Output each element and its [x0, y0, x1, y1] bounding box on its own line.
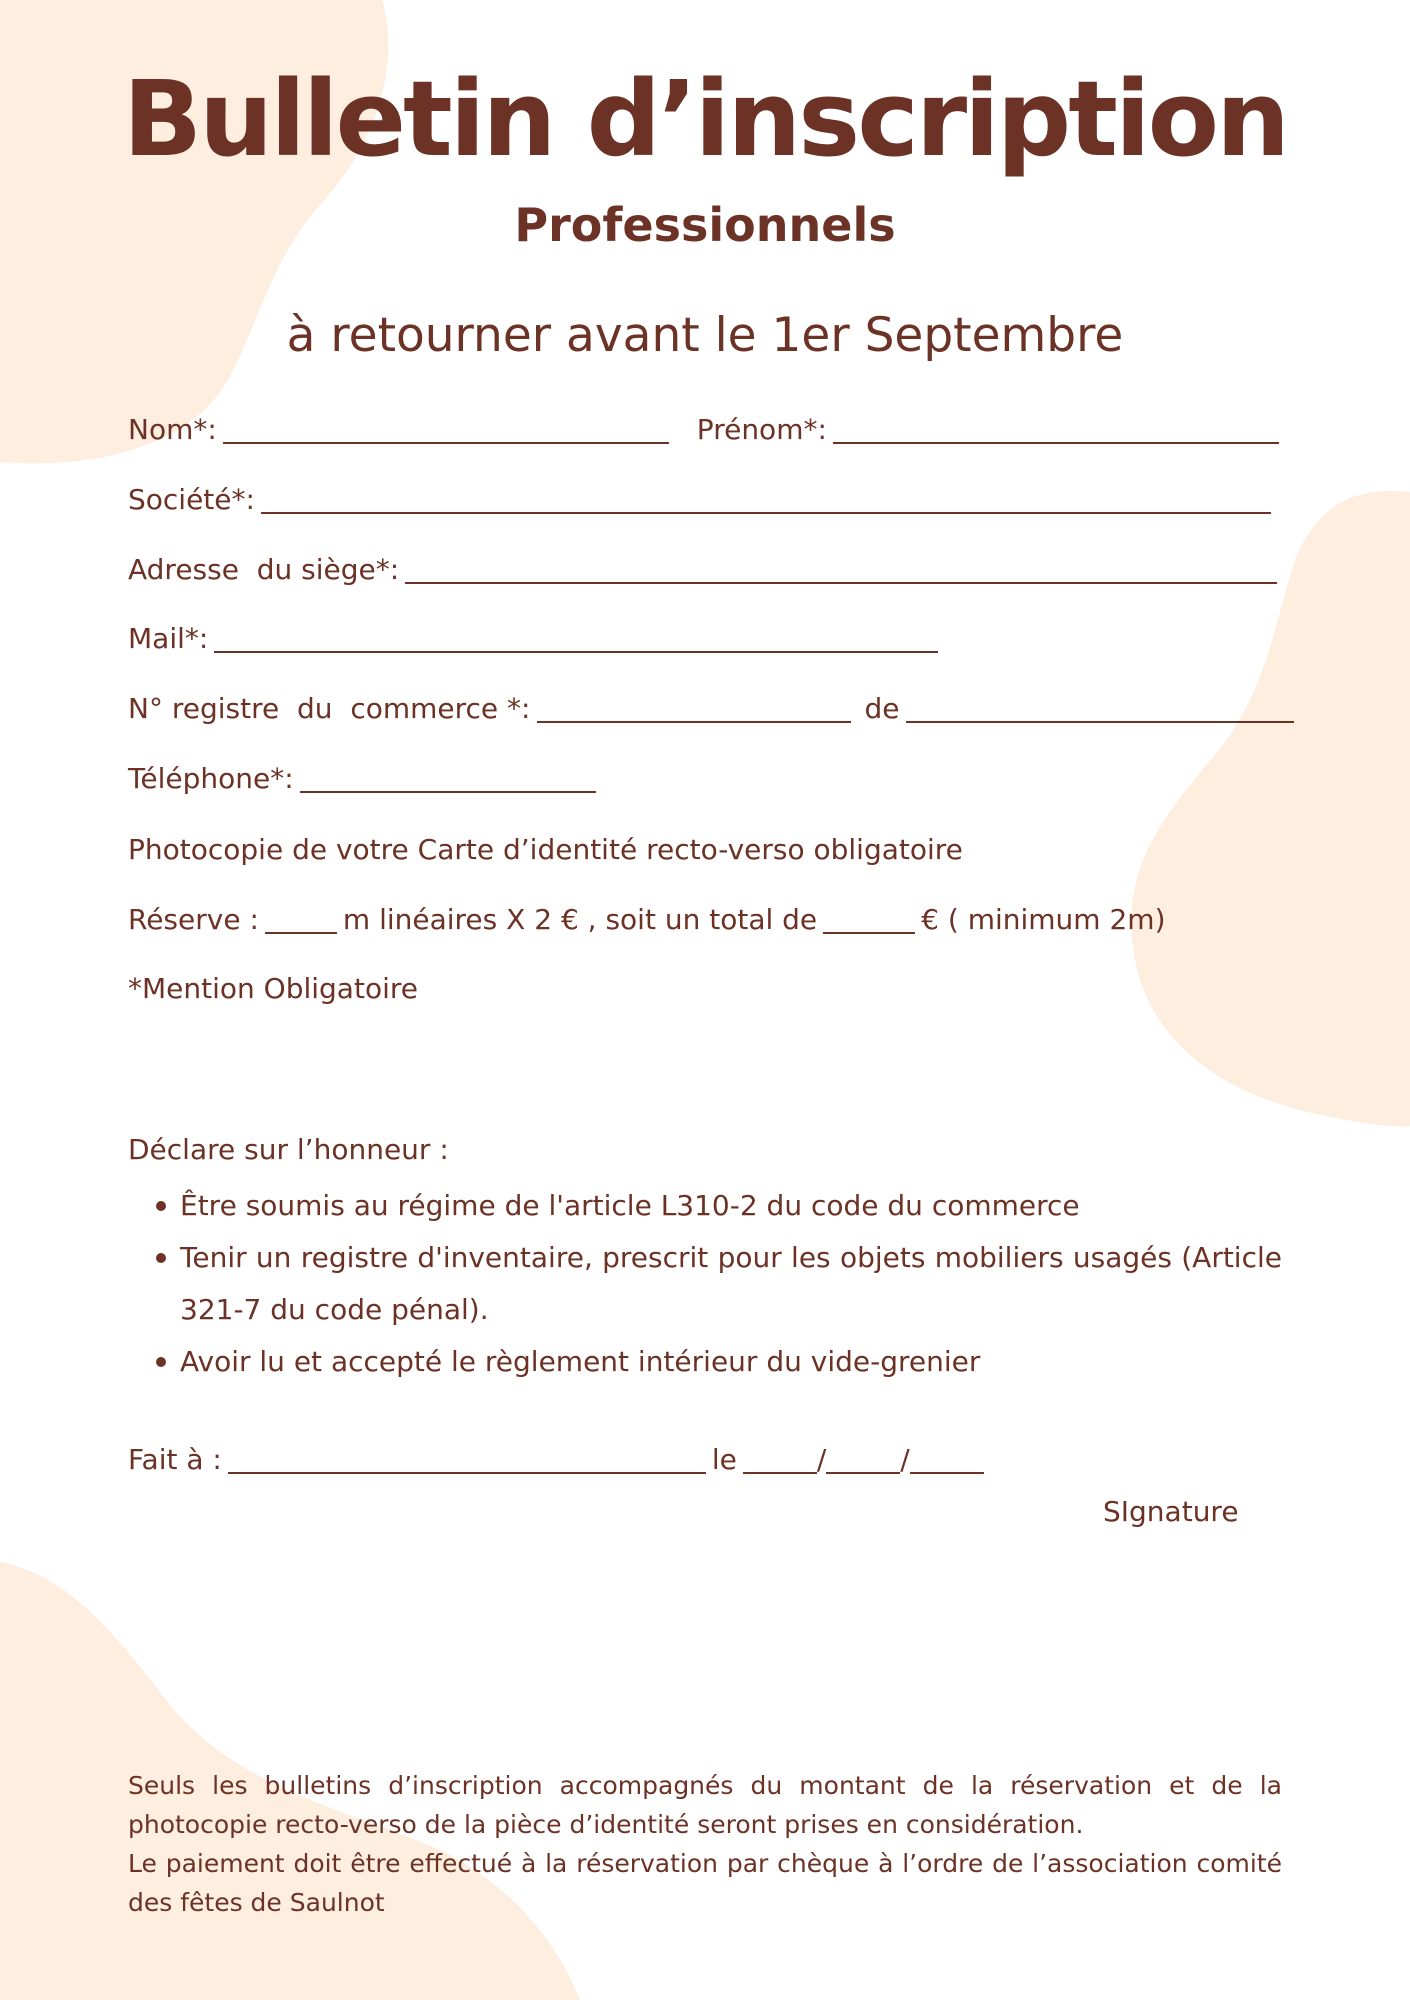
nom-label: Nom*: — [128, 413, 217, 446]
row-reserve — [128, 902, 1166, 938]
list-item — [180, 1180, 1282, 1232]
reserve-label: Réserve : — [128, 903, 259, 936]
bullet-icon — [156, 1201, 166, 1211]
declaration-item-2: Tenir un registre d'inventaire, prescrit pour les objets mobiliers usagés (Article 321-7 du code pénal). — [180, 1241, 1282, 1326]
nom-field[interactable] — [223, 414, 669, 444]
adresse-label: Adresse du siège*: — [128, 553, 400, 586]
reserve-total-field[interactable] — [823, 904, 915, 934]
reserve-unit-text: m linéaires X 2 € , soit un total de — [342, 903, 818, 936]
fait-label: Fait à : — [128, 1443, 222, 1476]
declaration-item-1: Être soumis au régime de l'article L310-2 du code du commerce — [180, 1189, 1080, 1222]
societe-label: Société*: — [128, 483, 255, 516]
row-telephone — [128, 761, 602, 797]
row-fait — [128, 1442, 990, 1478]
footer-note-2: Le paiement doit être effectué à la réservation par chèque à l’ordre de l’association comité des fêtes de Saulnot — [128, 1849, 1282, 1917]
declaration-item-3: Avoir lu et accepté le règlement intérieur du vide-grenier — [180, 1345, 981, 1378]
reserve-suffix: € ( minimum 2m) — [921, 903, 1166, 936]
registre-number-field[interactable] — [537, 693, 851, 723]
list-item — [180, 1336, 1282, 1388]
deadline-note: à retourner avant le 1er Septembre — [286, 308, 1124, 363]
row-societe — [128, 482, 1277, 518]
row-adresse — [128, 552, 1283, 588]
footer-notes — [128, 1766, 1282, 1922]
row-nom-prenom — [128, 412, 1285, 448]
identity-note: Photocopie de votre Carte d’identité recto-verso obligatoire — [128, 833, 963, 866]
mandatory-note: *Mention Obligatoire — [128, 972, 418, 1005]
page-title: Bulletin d’inscription — [122, 58, 1288, 180]
page-subtitle: Professionnels — [514, 198, 896, 252]
reserve-meters-field[interactable] — [265, 904, 337, 934]
registre-city-field[interactable] — [906, 693, 1294, 723]
row-registre — [128, 691, 1300, 727]
signature-label: SIgnature — [1103, 1495, 1239, 1528]
mail-field[interactable] — [214, 623, 938, 653]
declaration-heading: Déclare sur l’honneur : — [128, 1133, 449, 1166]
date-separator-1: / — [816, 1443, 827, 1476]
prenom-label: Prénom*: — [696, 413, 827, 446]
adresse-field[interactable] — [405, 554, 1277, 584]
registre-label: N° registre du commerce *: — [128, 692, 531, 725]
telephone-field[interactable] — [300, 763, 596, 793]
date-month-field[interactable] — [826, 1444, 900, 1474]
declaration-list — [180, 1180, 1282, 1388]
bullet-icon — [156, 1253, 166, 1263]
row-mail — [128, 621, 944, 657]
societe-field[interactable] — [261, 484, 1271, 514]
date-year-field[interactable] — [910, 1444, 984, 1474]
telephone-label: Téléphone*: — [128, 762, 294, 795]
bullet-icon — [156, 1357, 166, 1367]
date-separator-2: / — [900, 1443, 910, 1476]
registre-de-label: de — [864, 692, 900, 725]
mail-label: Mail*: — [128, 622, 209, 655]
fait-place-field[interactable] — [228, 1444, 706, 1474]
footer-note-1: Seuls les bulletins d’inscription accompagnés du montant de la réservation et de la photocopie recto-verso de la pièce d’identité seront prises en considération. — [128, 1771, 1282, 1839]
date-day-field[interactable] — [743, 1444, 817, 1474]
list-item — [180, 1232, 1282, 1336]
le-label: le — [711, 1443, 737, 1476]
prenom-field[interactable] — [833, 414, 1279, 444]
